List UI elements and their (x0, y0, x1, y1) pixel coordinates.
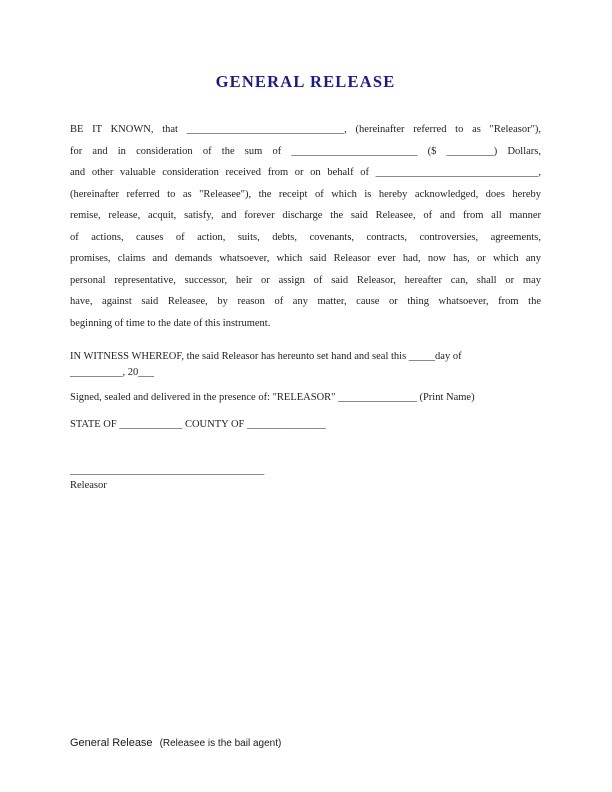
witness-line: __________, 20___ (70, 367, 154, 378)
footer-note: (Releasee is the bail agent) (159, 738, 282, 749)
witness-clause (70, 349, 541, 381)
body-line: personal representative, successor, heir or assign of said Releasor, hereafter can, shall or may (70, 274, 541, 286)
body-line: remise, release, acquit, satisfy, and forever discharge the said Releasee, of and from all manner (70, 210, 541, 221)
page-title: GENERAL RELEASE (215, 72, 396, 91)
body-line: BE IT KNOWN, that ______________________________, (hereinafter referred to as "Releasor"), (70, 124, 541, 135)
body-line: have, against said Releasee, by reason of any matter, cause or thing whatsoever, from the (70, 296, 541, 307)
footer-title: General Release (70, 737, 153, 749)
body-line: (hereinafter referred to as "Releasee"), the receipt of which is hereby acknowledged, does hereby (70, 188, 541, 200)
body-line: for and in consideration of the sum of ________________________ ($ _________) Dollars, (70, 145, 541, 157)
body-line: and other valuable consideration received from or on behalf of _______________________________, (70, 167, 541, 178)
body-paragraph (70, 119, 541, 334)
witness-line: IN WITNESS WHEREOF, the said Releasor has hereunto set hand and seal this _____day of (70, 351, 462, 362)
state-county-line: STATE OF ____________ COUNTY OF _______________ (70, 419, 326, 430)
signature-block (70, 463, 541, 493)
body-line: promises, claims and demands whatsoever, which said Releasor ever had, now has, or which any (70, 253, 541, 264)
document-content (70, 0, 541, 493)
signature-label: Releasor (70, 480, 107, 491)
signature-rule: _____________________________________ (70, 465, 265, 476)
body-line: of actions, causes of action, suits, debts, covenants, contracts, controversies, agreements, (70, 231, 541, 243)
signed-sealed-line: Signed, sealed and delivered in the presence of: "RELEASOR" _______________ (Print Name) (70, 392, 475, 403)
page-footer (70, 737, 281, 750)
body-line: beginning of time to the date of this instrument. (70, 317, 271, 329)
